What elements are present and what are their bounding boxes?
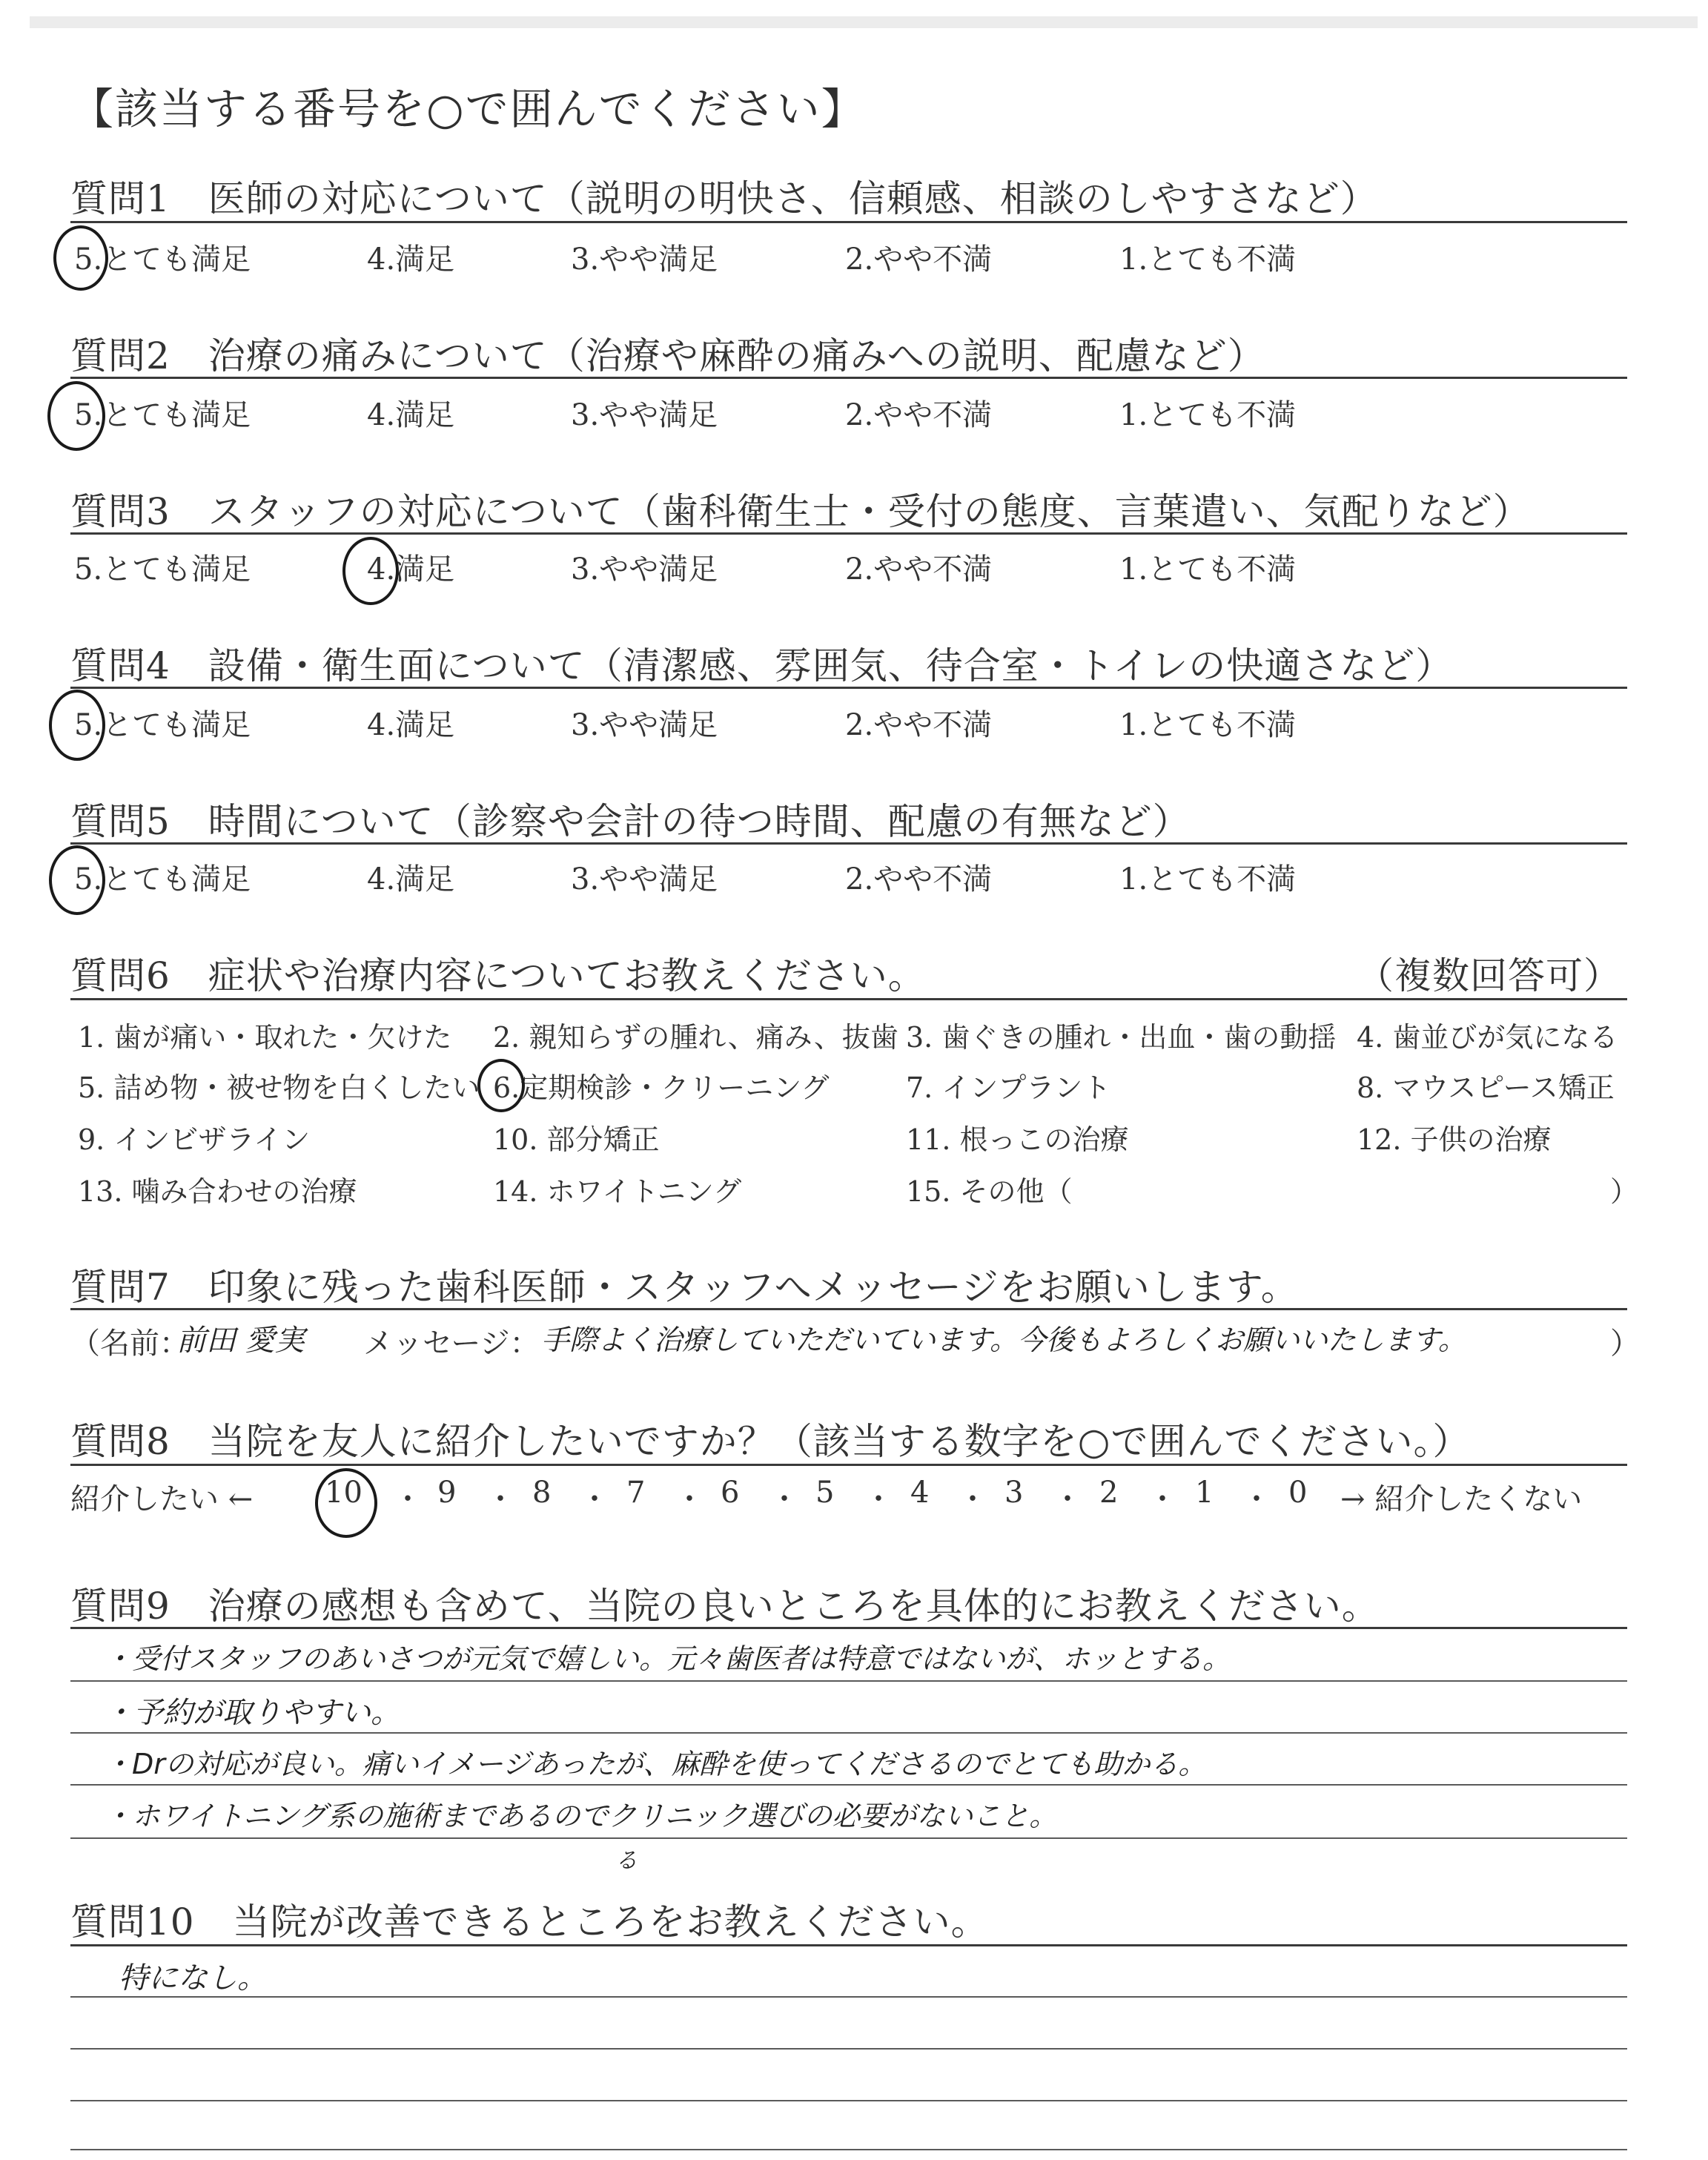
q9-answer-3[interactable]: ・Drの対応が良い。痛いイメージあったが、麻酔を使ってくださるのでとても助かる。 <box>104 1748 1207 1780</box>
q6-option-14[interactable]: 14. ホワイトニング <box>493 1175 742 1208</box>
q5-option-2[interactable]: 2.やや不満 <box>845 862 993 896</box>
q8-scale-1[interactable]: 1 <box>1195 1476 1214 1510</box>
q10-answer-line <box>70 2149 1627 2150</box>
q4-option-2[interactable]: 2.やや不満 <box>845 708 993 742</box>
q7-message-label: メッセージ： <box>363 1327 540 1361</box>
q4-selection-circle <box>49 690 105 761</box>
q9-answer-line <box>70 1784 1627 1786</box>
q4-option-5[interactable]: 5.とても満足 <box>74 708 251 742</box>
q10-answer-line <box>70 2048 1627 2050</box>
q6-option-11[interactable]: 11. 根っこの治療 <box>906 1123 1129 1156</box>
q9-answer-4[interactable]: ・ホワイトニング系の施術まであるのでクリニック選びの必要がないこと。 <box>104 1800 1058 1832</box>
q7-close-paren: ） <box>1610 1327 1640 1361</box>
q3-title: 質問3 スタッフの対応について（歯科衛生士・受付の態度、言葉遣い、気配りなど） <box>70 490 1531 533</box>
q8-scale-6[interactable]: 6 <box>721 1476 740 1510</box>
q2-rule <box>70 377 1627 379</box>
q4-title: 質問4 設備・衛生面について（清潔感、雰囲気、待合室・トイレの快適さなど） <box>70 644 1454 687</box>
q8-selection-circle <box>315 1468 377 1538</box>
q9-title: 質問9 治療の感想も含めて、当院の良いところを具体的にお教えください。 <box>70 1585 1380 1628</box>
q10-answer-line <box>70 2100 1627 2101</box>
q5-title: 質問5 時間について（診察や会計の待つ時間、配慮の有無など） <box>70 800 1191 843</box>
q2-option-1[interactable]: 1.とても不満 <box>1119 398 1297 432</box>
q9-answer-2[interactable]: ・予約が取りやすい。 <box>104 1696 400 1730</box>
q8-scale-5[interactable]: 5 <box>815 1476 835 1510</box>
q2-option-3[interactable]: 3.やや満足 <box>571 398 718 432</box>
q8-scale-7[interactable]: 7 <box>626 1476 646 1510</box>
q9-answer-line <box>70 1837 1627 1839</box>
q8-left-label: 紹介したい ← <box>70 1482 254 1516</box>
q6-option-3[interactable]: 3. 歯ぐきの腫れ・出血・歯の動揺 <box>906 1021 1337 1054</box>
q6-option-10[interactable]: 10. 部分矯正 <box>493 1123 660 1156</box>
q1-selection-circle <box>53 225 108 291</box>
q8-scale-dot: ・ <box>864 1482 893 1516</box>
q8-title: 質問8 当院を友人に紹介したいですか？（該当する数字を○で囲んでください。） <box>70 1420 1471 1463</box>
q8-scale-dot: ・ <box>580 1482 609 1516</box>
q7-name-label: （名前： <box>70 1327 189 1361</box>
q6-option-8[interactable]: 8. マウスピース矯正 <box>1357 1071 1615 1104</box>
q7-name-value[interactable]: 前田 愛実 <box>176 1324 305 1358</box>
page-heading: 【該当する番号を○で囲んでください】 <box>70 84 866 134</box>
q1-option-1[interactable]: 1.とても不満 <box>1119 242 1297 277</box>
q3-option-4[interactable]: 4.満足 <box>367 552 455 587</box>
q1-option-4[interactable]: 4.満足 <box>367 242 455 277</box>
q5-option-5[interactable]: 5.とても満足 <box>74 862 251 896</box>
q9-answer-line <box>70 1732 1627 1734</box>
q8-rule <box>70 1464 1627 1466</box>
q2-option-5[interactable]: 5.とても満足 <box>74 398 251 432</box>
q3-option-5[interactable]: 5.とても満足 <box>74 552 251 587</box>
q6-option-6[interactable]: 6.定期検診・クリーニング <box>493 1071 830 1104</box>
q10-title: 質問10 当院が改善できるところをお教えください。 <box>70 1900 989 1943</box>
q4-rule <box>70 687 1627 689</box>
q3-option-2[interactable]: 2.やや不満 <box>845 552 993 587</box>
q8-scale-4[interactable]: 4 <box>910 1476 930 1510</box>
q9-answer-line <box>70 1680 1627 1682</box>
q5-option-3[interactable]: 3.やや満足 <box>571 862 718 896</box>
q6-option-1[interactable]: 1. 歯が痛い・取れた・欠けた <box>78 1021 452 1054</box>
q4-option-4[interactable]: 4.満足 <box>367 708 455 742</box>
q6-option-4[interactable]: 4. 歯並びが気になる <box>1357 1021 1618 1054</box>
q7-rule <box>70 1308 1627 1310</box>
q6-multiple-note: （複数回答可） <box>1357 954 1621 997</box>
q10-answer[interactable]: 特になし。 <box>119 1961 267 1995</box>
q8-scale-dot: ・ <box>486 1482 515 1516</box>
q6-option-13[interactable]: 13. 噛み合わせの治療 <box>78 1175 357 1208</box>
q9-answer-1[interactable]: ・受付スタッフのあいさつが元気で嬉しい。元々歯医者は特意ではないが、ホッとする。 <box>104 1642 1231 1675</box>
q8-scale-3[interactable]: 3 <box>1004 1476 1024 1510</box>
q6-option-2[interactable]: 2. 親知らずの腫れ、痛み、抜歯 <box>493 1021 898 1054</box>
q5-option-1[interactable]: 1.とても不満 <box>1119 862 1297 896</box>
q8-scale-dot: ・ <box>675 1482 704 1516</box>
q2-title: 質問2 治療の痛みについて（治療や麻酔の痛みへの説明、配慮など） <box>70 334 1265 377</box>
q6-rule <box>70 998 1627 1000</box>
q6-title: 質問6 症状や治療内容についてお教えください。 <box>70 954 926 997</box>
q1-option-2[interactable]: 2.やや不満 <box>845 242 993 277</box>
q3-selection-circle <box>342 537 399 605</box>
q3-option-1[interactable]: 1.とても不満 <box>1119 552 1297 587</box>
q2-option-2[interactable]: 2.やや不満 <box>845 398 993 432</box>
q3-rule <box>70 532 1627 535</box>
q2-option-4[interactable]: 4.満足 <box>367 398 455 432</box>
q9-rule <box>70 1627 1627 1629</box>
q3-option-3[interactable]: 3.やや満足 <box>571 552 718 587</box>
q2-selection-circle <box>47 381 105 451</box>
q4-option-1[interactable]: 1.とても不満 <box>1119 708 1297 742</box>
scan-edge <box>30 16 1698 28</box>
q8-scale-dot: ・ <box>1242 1482 1271 1516</box>
q8-scale-dot: ・ <box>958 1482 987 1516</box>
q8-scale-0[interactable]: 0 <box>1288 1476 1308 1510</box>
q1-option-3[interactable]: 3.やや満足 <box>571 242 718 277</box>
q6-option-12[interactable]: 12. 子供の治療 <box>1357 1123 1552 1156</box>
q8-scale-8[interactable]: 8 <box>532 1476 552 1510</box>
q6-option-5[interactable]: 5. 詰め物・被せ物を白くしたい <box>78 1071 480 1104</box>
q8-scale-dot: ・ <box>1053 1482 1082 1516</box>
q5-rule <box>70 842 1627 845</box>
q6-option-15-close: ） <box>1610 1175 1639 1208</box>
q4-option-3[interactable]: 3.やや満足 <box>571 708 718 742</box>
q6-option-7[interactable]: 7. インプラント <box>906 1071 1111 1104</box>
q8-scale-dot: ・ <box>769 1482 799 1516</box>
q6-selection-circle <box>477 1059 525 1112</box>
q7-message-value[interactable]: 手際よく治療していただいています。今後もよろしくお願いいたします。 <box>541 1324 1466 1356</box>
q1-option-5[interactable]: 5.とても満足 <box>74 242 251 277</box>
q8-scale-10[interactable]: 10 <box>325 1476 363 1510</box>
q10-answer-line <box>70 1996 1627 1998</box>
q8-scale-dot: ・ <box>1148 1482 1177 1516</box>
q8-scale-9[interactable]: 9 <box>437 1476 457 1510</box>
q8-scale-2[interactable]: 2 <box>1099 1476 1119 1510</box>
q1-title: 質問1 医師の対応について（説明の明快さ、信頼感、相談のしやすさなど） <box>70 177 1378 220</box>
q1-rule <box>70 221 1627 223</box>
q5-selection-circle <box>49 845 105 915</box>
q9-insert-mark: る <box>615 1848 638 1874</box>
q7-title: 質問7 印象に残った歯科医師・スタッフへメッセージをお願いします。 <box>70 1266 1299 1309</box>
q8-scale-dot: ・ <box>393 1482 423 1516</box>
q6-option-9[interactable]: 9. インビザライン <box>78 1123 311 1156</box>
q5-option-4[interactable]: 4.満足 <box>367 862 455 896</box>
q6-option-15[interactable]: 15. その他（ <box>906 1175 1073 1208</box>
q10-rule <box>70 1944 1627 1946</box>
q8-right-label: → 紹介したくない <box>1340 1482 1583 1516</box>
